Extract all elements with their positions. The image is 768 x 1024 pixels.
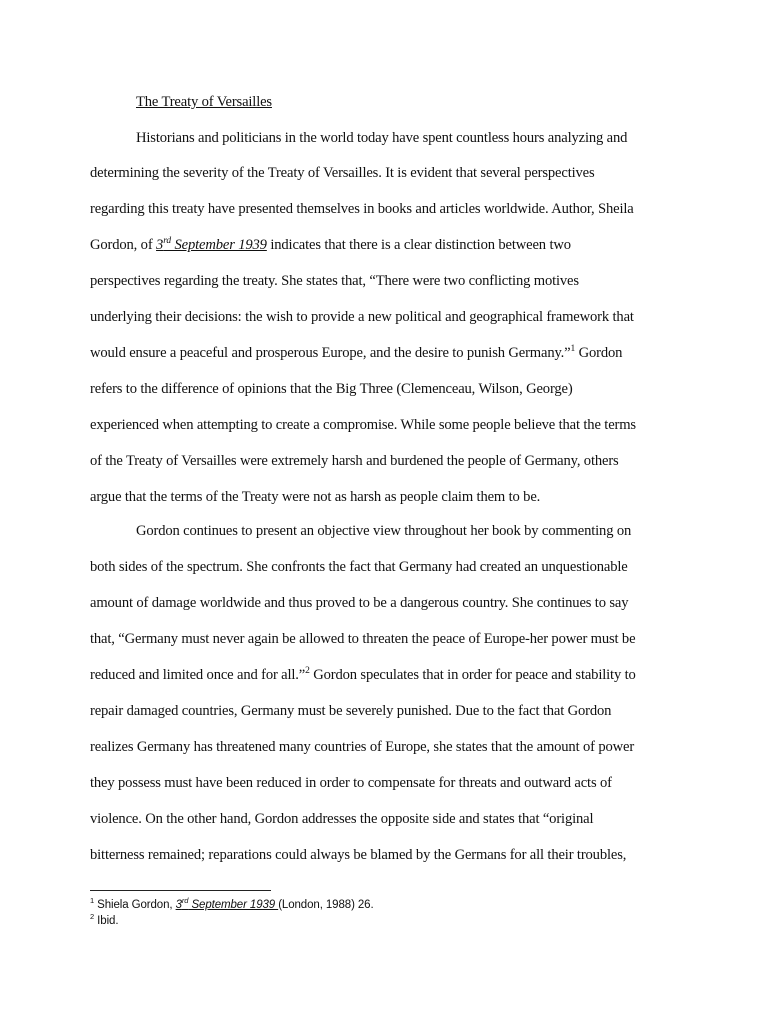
p2-line-5-text: reduced and limited once and for all.”: [90, 667, 306, 683]
footnote-1-title-rest: September 1939: [188, 899, 279, 911]
footnote-1-publication: (London, 1988) 26.: [278, 899, 374, 911]
p2-line-9: violence. On the other hand, Gordon addresses the opposite side and states that “original: [90, 811, 594, 827]
footnote-ref-1[interactable]: 1: [570, 344, 576, 354]
p1-line-11: argue that the terms of the Treaty were not as harsh as people claim them to be.: [90, 489, 541, 505]
p1-line-4: [90, 236, 571, 254]
document-title: The Treaty of Versailles: [136, 94, 272, 110]
p1-line-7-post: Gordon: [575, 345, 623, 361]
footnote-1-day: 3: [175, 899, 182, 911]
p2-line-2: both sides of the spectrum. She confronts the fact that Germany had created an unquestionable: [90, 559, 628, 575]
p1-line-3: regarding this treaty have presented themselves in books and articles worldwide. Author, Sheila: [90, 201, 634, 217]
p1-line-9: experienced when attempting to create a compromise. While some people believe that the terms: [90, 417, 636, 433]
footnote-2-text: Ibid.: [94, 915, 119, 927]
p2-line-6: repair damaged countries, Germany must be severely punished. Due to the fact that Gordon: [90, 703, 612, 719]
p1-line-4-post: indicates that there is a clear distinction between two: [266, 237, 571, 253]
footnote-1-author: Shiela Gordon,: [94, 899, 176, 911]
p2-line-5-post: Gordon speculates that in order for peace and stability to: [309, 667, 636, 683]
footnote-1-number: 1: [90, 896, 95, 905]
p2-line-4: that, “Germany must never again be allowed to threaten the peace of Europe-her power must be: [90, 631, 636, 647]
book-title-day: 3: [156, 237, 164, 253]
footnote-1-book-title: [175, 896, 279, 911]
p2-line-3: amount of damage worldwide and thus proved to be a dangerous country. She continues to say: [90, 595, 629, 611]
p2-line-10: bitterness remained; reparations could always be blamed by the Germans for all their troubles,: [90, 847, 627, 863]
book-title-ordinal: rd: [163, 236, 171, 246]
footnote-2-number: 2: [90, 912, 95, 921]
p1-line-7: [90, 344, 622, 362]
p1-line-2: determining the severity of the Treaty of Versailles. It is evident that several perspectives: [90, 165, 595, 181]
p1-line-6: underlying their decisions: the wish to provide a new political and geographical framework that: [90, 309, 634, 325]
p1-line-5: perspectives regarding the treaty. She states that, “There were two conflicting motives: [90, 273, 579, 289]
p2-line-7: realizes Germany has threatened many countries of Europe, she states that the amount of power: [90, 739, 635, 755]
book-title-inline: [156, 237, 267, 253]
p1-line-8: refers to the difference of opinions that the Big Three (Clemenceau, Wilson, George): [90, 381, 573, 397]
footnote-separator: [90, 890, 271, 891]
p1-line-10: of the Treaty of Versailles were extremely harsh and burdened the people of Germany, others: [90, 453, 619, 469]
footnote-1-ordinal: rd: [181, 896, 189, 905]
p2-line-5: [90, 666, 636, 684]
p1-line-4-pre: Gordon, of: [90, 237, 157, 253]
p2-line-1: Gordon continues to present an objective view throughout her book by commenting on: [136, 523, 632, 539]
p1-line-7-text: would ensure a peaceful and prosperous Europe, and the desire to punish Germany.”: [90, 345, 571, 361]
book-title-rest: September 1939: [171, 237, 267, 253]
footnote-1: [90, 898, 374, 912]
footnote-ref-2[interactable]: 2: [305, 666, 310, 676]
footnote-2: [90, 914, 118, 928]
p2-line-8: they possess must have been reduced in order to compensate for threats and outward acts of: [90, 775, 612, 791]
p1-line-1: Historians and politicians in the world today have spent countless hours analyzing and: [136, 130, 628, 146]
